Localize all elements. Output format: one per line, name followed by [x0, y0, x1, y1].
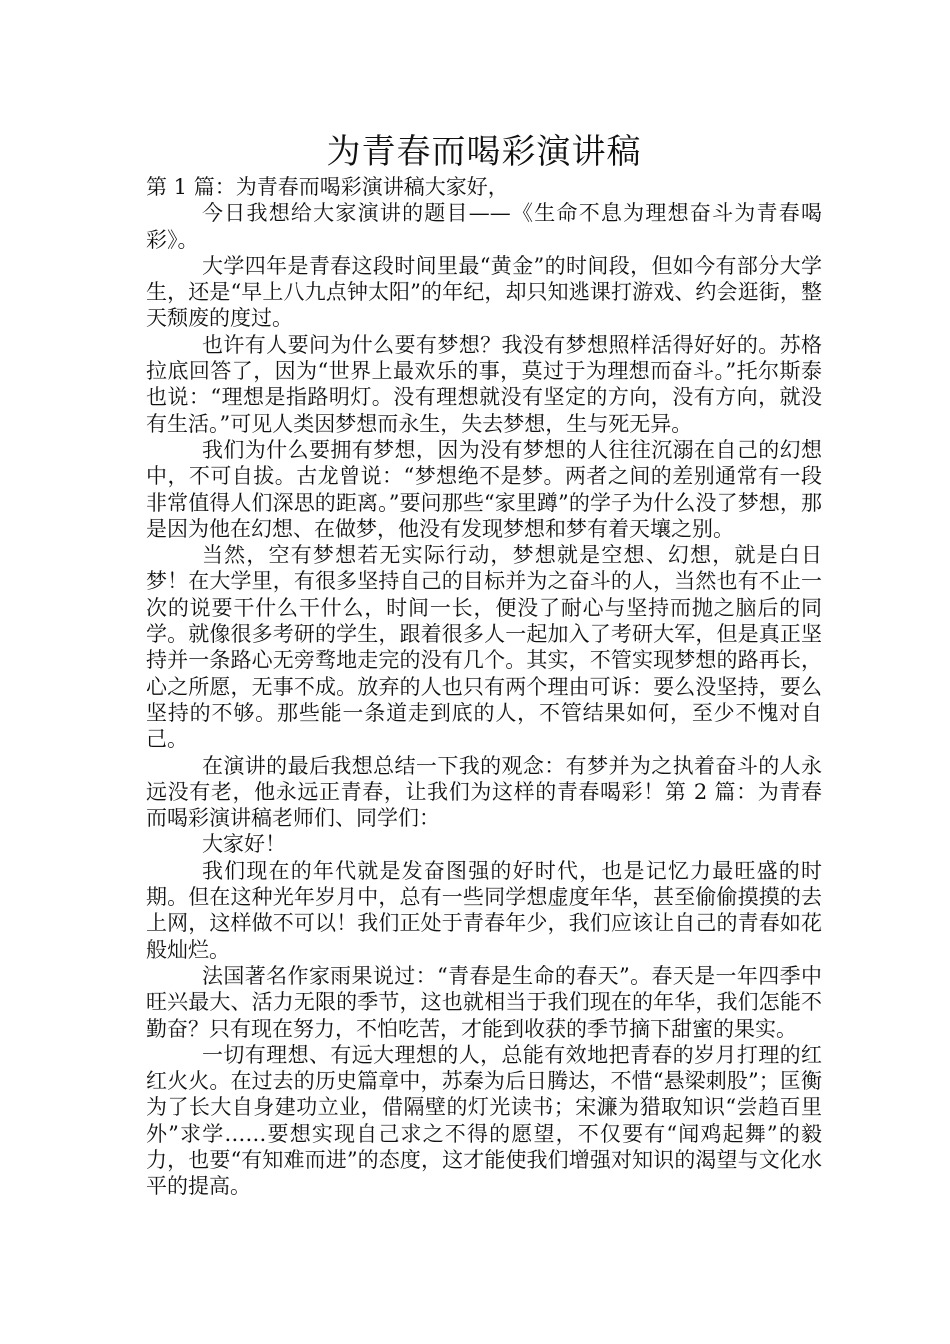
paragraph-9: 我们现在的年代就是发奋图强的好时代，也是记忆力最旺盛的时期。但在这种光年岁月中，总有一些同学想虚度年华，甚至偷偷摸摸的去上网，这样做不可以！我们正处于青春年少，我们应该让自己的青春如花般灿烂。	[146, 858, 822, 962]
paragraph-11: 一切有理想、有远大理想的人，总能有效地把青春的岁月打理的红红火火。在过去的历史篇章中，苏秦为后日腾达，不惜“悬梁刺股”；匡衡为了长大自身建功立业，借隔壁的灯光读书；宋濂为猎取知识“尝趋百里外”求学……要想实现自己求之不得的愿望，不仅要有“闻鸡起舞”的毅力，也要“有知难而进”的态度，这才能使我们增强对知识的渴望与文化水平的提高。	[146, 1042, 822, 1199]
paragraph-1: 第 1 篇：为青春而喝彩演讲稿大家好，	[146, 175, 509, 199]
paragraph-5: 我们为什么要拥有梦想，因为没有梦想的人往往沉溺在自己的幻想中，不可自拔。古龙曾说：“梦想绝不是梦。两者之间的差别通常有一段非常值得人们深思的距离。”要问那些“家里蹲”的学子为什么没了梦想，那是因为他在幻想、在做梦，他没有发现梦想和梦有着天壤之别。	[146, 437, 822, 541]
paragraph-7: 在演讲的最后我想总结一下我的观念：有梦并为之执着奋斗的人永远没有老，他永远正青春，让我们为这样的青春喝彩！第 2 篇：为青春而喝彩演讲稿老师们、同学们：	[146, 753, 822, 831]
document-page	[146, 132, 822, 1200]
document-title: 为青春而喝彩演讲稿	[326, 132, 642, 172]
paragraph-4: 也许有人要问为什么要有梦想？我没有梦想照样活得好好的。苏格拉底回答了，因为“世界上最欢乐的事，莫过于为理想而奋斗。”托尔斯泰也说：“理想是指路明灯。没有理想就没有坚定的方向，没有方向，就没有生活。”可见人类因梦想而永生，失去梦想，生与死无异。	[146, 332, 822, 436]
document-body	[146, 174, 822, 1200]
paragraph-6: 当然，空有梦想若无实际行动，梦想就是空想、幻想，就是白日梦！在大学里，有很多坚持自己的目标并为之奋斗的人，当然也有不止一次的说要干什么干什么，时间一长，便没了耐心与坚持而抛之脑后的同学。就像很多考研的学生，跟着很多人一起加入了考研大军，但是真正坚持并一条路心无旁骛地走完的没有几个。其实，不管实现梦想的路再长，心之所愿，无事不成。放弃的人也只有两个理由可诉：要么没坚持，要么坚持的不够。那些能一条道走到底的人，不管结果如何，至少不愧对自己。	[146, 543, 822, 752]
paragraph-10: 法国著名作家雨果说过：“青春是生命的春天”。春天是一年四季中旺兴最大、活力无限的季节，这也就相当于我们现在的年华，我们怎能不勤奋？只有现在努力，不怕吃苦，才能到收获的季节摘下甜蜜的果实。	[146, 963, 822, 1041]
paragraph-8: 大家好！	[202, 832, 286, 857]
paragraph-3: 大学四年是青春这段时间里最“黄金”的时间段，但如今有部分大学生，还是“早上八九点钟太阳”的年纪，却只知逃课打游戏、约会逛街，整天颓废的度过。	[146, 253, 822, 331]
paragraph-2: 今日我想给大家演讲的题目——《生命不息为理想奋斗为青春喝彩》。	[146, 201, 822, 252]
